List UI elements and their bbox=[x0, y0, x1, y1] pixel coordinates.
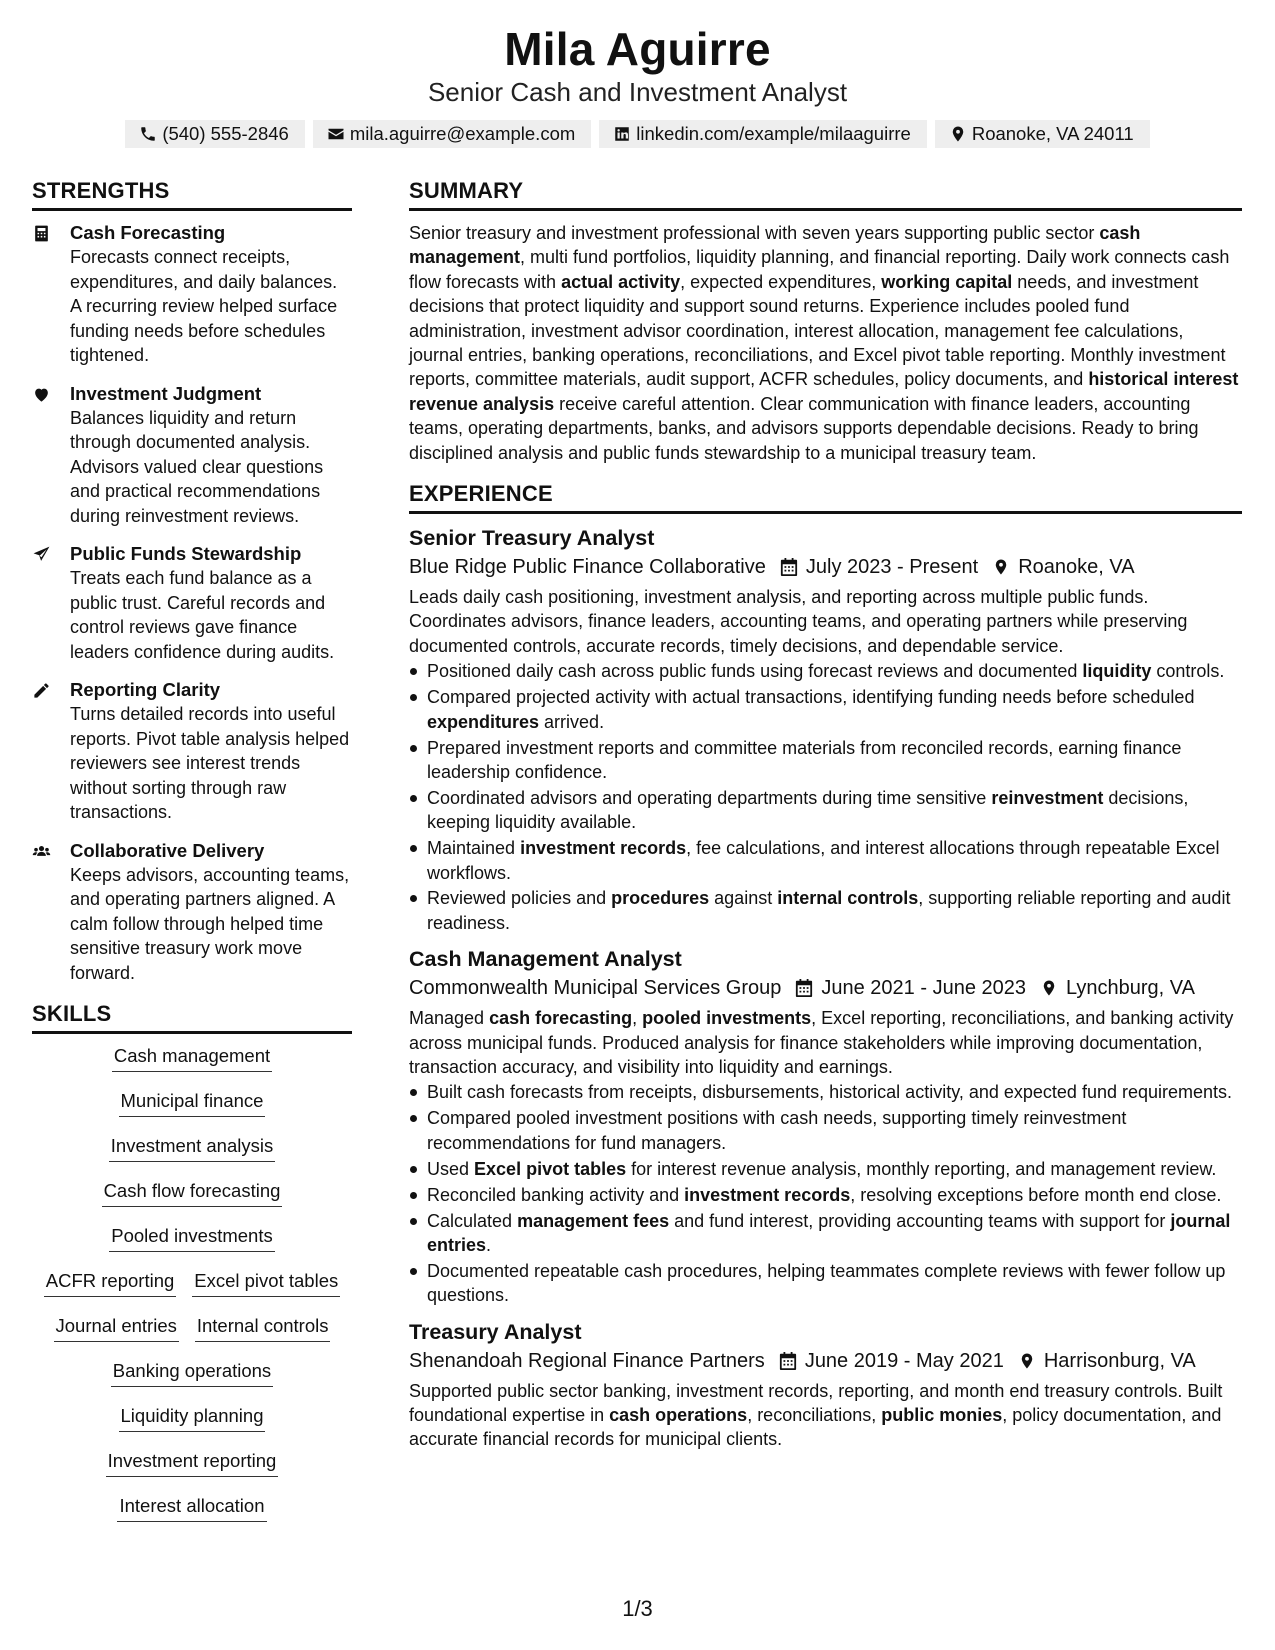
strength-title: Reporting Clarity bbox=[70, 679, 221, 700]
text-run: decisions, keeping liquidity available. bbox=[427, 787, 1189, 833]
bullet-item bbox=[409, 1259, 1242, 1308]
text-run: Documented repeatable cash procedures, helping teammates complete reviews with fewer follow up questions. bbox=[427, 1260, 1226, 1306]
bold-phrase: management fees bbox=[517, 1210, 670, 1231]
skill-tag: Investment analysis bbox=[109, 1134, 275, 1162]
bold-phrase: investment records bbox=[520, 838, 687, 859]
pencil-icon bbox=[32, 681, 51, 700]
text-run: needs, and investment decisions that protect liquidity and support sound returns. Experience includes pooled fund administration, investment advisor coordination, interest allocation, management fee calculations, journal entries, banking operations, reconciliations, and Excel pivot table reporting. Monthly investment reports, committee materials, audit support, ACFR schedules, policy documents, and bbox=[409, 271, 1226, 390]
job-title: Cash Management Analyst bbox=[409, 947, 682, 972]
bullet-item bbox=[409, 1209, 1242, 1258]
text-run: Positioned daily cash across public funds using forecast reviews and documented bbox=[427, 661, 1083, 682]
calendar-icon bbox=[780, 557, 798, 577]
skills-heading: SKILLS bbox=[32, 999, 352, 1034]
resume-header bbox=[0, 22, 1275, 148]
contact-location bbox=[935, 120, 1150, 148]
strength-item bbox=[32, 839, 352, 986]
skill-tag: Excel pivot tables bbox=[192, 1269, 340, 1297]
map-pin-icon bbox=[1018, 1351, 1036, 1371]
text-run: Maintained bbox=[427, 838, 521, 859]
bold-phrase: liquidity bbox=[1082, 661, 1152, 682]
skill-tag: Pooled investments bbox=[109, 1224, 274, 1252]
text-run: , bbox=[632, 1008, 643, 1029]
bullet-item bbox=[409, 736, 1242, 785]
strength-item bbox=[32, 221, 352, 368]
bold-phrase: reinvestment bbox=[991, 787, 1104, 808]
text-run: Reviewed policies and bbox=[427, 888, 612, 909]
job-location: Harrisonburg, VA bbox=[1043, 1349, 1196, 1372]
text-run: Supported public sector banking, investment records, reporting, and month end treasury controls. Built foundational expertise in bbox=[409, 1380, 1223, 1426]
bold-phrase: internal controls bbox=[777, 888, 919, 909]
skill-tag: Banking operations bbox=[111, 1359, 273, 1387]
text-run: Compared pooled investment positions with cash needs, supporting timely reinvestment recommendations for fund managers. bbox=[427, 1108, 1127, 1153]
job-location: Lynchburg, VA bbox=[1065, 977, 1195, 1000]
bullet-item bbox=[409, 1183, 1242, 1207]
page-indicator: 1/3 bbox=[622, 1596, 653, 1621]
contact-email[interactable] bbox=[313, 120, 591, 148]
text-run: Calculated bbox=[427, 1210, 518, 1231]
bullet-item bbox=[409, 685, 1242, 734]
calendar-icon bbox=[779, 1351, 797, 1371]
bold-phrase: investment records bbox=[684, 1184, 851, 1205]
map-pin-icon bbox=[1040, 978, 1058, 998]
text-run: , expected expenditures, bbox=[680, 271, 882, 292]
skill-tag: ACFR reporting bbox=[44, 1269, 177, 1297]
strength-item bbox=[32, 382, 352, 529]
skills-list bbox=[32, 1044, 352, 1539]
bold-phrase: journal entries bbox=[427, 1210, 1231, 1255]
job-company: Commonwealth Municipal Services Group bbox=[409, 977, 782, 1000]
candidate-title: Senior Cash and Investment Analyst bbox=[427, 77, 848, 107]
map-pin-icon bbox=[992, 557, 1010, 577]
text-run: Prepared investment reports and committee materials from reconciled records, earning finance leadership confidence. bbox=[427, 737, 1182, 782]
contact-linkedin[interactable] bbox=[599, 120, 927, 148]
text-run: Senior treasury and investment professional with seven years supporting public sector bbox=[409, 223, 1100, 243]
bullet-item bbox=[409, 1080, 1242, 1104]
text-run: receive careful attention. Clear communication with finance leaders, accounting teams, operating departments, banks, and advisors supports dependable decisions. Ready to bring disciplined analysis and public funds stewardship to a municipal treasury team. bbox=[409, 393, 1199, 463]
job-description bbox=[409, 585, 1242, 658]
text-run: , fee calculations, and interest allocations through repeatable Excel workflows. bbox=[427, 838, 1220, 883]
bullet-item bbox=[409, 659, 1242, 683]
text-run: Used bbox=[427, 1158, 475, 1179]
strength-item bbox=[32, 542, 352, 664]
strength-description: Keeps advisors, accounting teams, and operating partners aligned. A calm follow through helped time sensitive treasury work move forward. bbox=[70, 864, 350, 983]
contact-linkedin-text: linkedin.com/example/milaaguirre bbox=[636, 123, 911, 144]
users-icon bbox=[32, 842, 51, 861]
bold-phrase: procedures bbox=[611, 888, 710, 909]
text-run: , Excel reporting, reconciliations, and banking activity across municipal funds. Produced analysis for finance stakeholders while improving documentation, transaction accuracy, and visibility into liquidity and earnings. bbox=[409, 1008, 1234, 1078]
contact-location-text: Roanoke, VA 24011 bbox=[971, 123, 1134, 144]
text-run: , resolving exceptions before month end close. bbox=[850, 1184, 1222, 1205]
job-meta bbox=[409, 973, 1242, 1003]
strength-description: Balances liquidity and return through documented analysis. Advisors valued clear questions and practical recommendations during reinvestment reviews. bbox=[70, 407, 324, 526]
text-run: . bbox=[486, 1234, 492, 1255]
bold-phrase: pooled investments bbox=[642, 1008, 812, 1029]
experience-heading: EXPERIENCE bbox=[409, 479, 1242, 514]
summary-text bbox=[409, 221, 1242, 465]
right-column bbox=[409, 176, 1242, 1462]
left-column bbox=[32, 176, 352, 1539]
skill-tag: Liquidity planning bbox=[119, 1404, 266, 1432]
text-run: Leads daily cash positioning, investment analysis, and reporting across multiple public funds. Coordinates advisors, finance leaders, accounting teams, and operating partners while preserving documented controls, accurate records, timely decisions, and dependable service. bbox=[409, 587, 1188, 656]
job-bullets bbox=[409, 1080, 1242, 1307]
bold-phrase: public monies bbox=[881, 1405, 1003, 1426]
calculator-icon bbox=[32, 224, 51, 243]
linkedin-icon bbox=[613, 125, 631, 143]
job-title: Senior Treasury Analyst bbox=[409, 526, 655, 551]
job-meta bbox=[409, 552, 1242, 582]
bullet-item bbox=[409, 1157, 1242, 1181]
strength-title: Public Funds Stewardship bbox=[70, 543, 302, 564]
skill-tag: Internal controls bbox=[195, 1314, 331, 1342]
job-description bbox=[409, 1006, 1242, 1079]
job-entry bbox=[409, 524, 1242, 935]
strength-title: Cash Forecasting bbox=[70, 222, 226, 243]
heart-icon bbox=[32, 385, 51, 404]
job-entry bbox=[409, 1318, 1242, 1452]
contact-email-text: mila.aguirre@example.com bbox=[349, 123, 576, 144]
text-run: , supporting reliable reporting and audit readiness. bbox=[427, 888, 1231, 933]
job-description bbox=[409, 1379, 1242, 1452]
text-run: against bbox=[709, 888, 778, 909]
text-run: arrived. bbox=[539, 711, 605, 732]
summary-heading: SUMMARY bbox=[409, 176, 1242, 211]
strength-description: Forecasts connect receipts, expenditures, and daily balances. A recurring review helped surface funding needs before schedules tightened. bbox=[70, 247, 338, 365]
strengths-heading: STRENGTHS bbox=[32, 176, 352, 211]
bold-phrase: working capital bbox=[881, 271, 1013, 292]
bold-phrase: cash forecasting bbox=[489, 1008, 633, 1029]
job-entry bbox=[409, 945, 1242, 1307]
job-location: Roanoke, VA bbox=[1018, 556, 1135, 579]
skill-tag: Investment reporting bbox=[106, 1449, 279, 1477]
strength-title: Investment Judgment bbox=[70, 382, 262, 404]
calendar-icon bbox=[795, 978, 813, 998]
job-dates: June 2021 - June 2023 bbox=[821, 977, 1026, 1000]
job-dates: June 2019 - May 2021 bbox=[804, 1349, 1004, 1372]
map-pin-icon bbox=[949, 125, 967, 143]
text-run: Coordinated advisors and operating departments during time sensitive bbox=[427, 787, 992, 808]
strength-description: Treats each fund balance as a public trust. Careful records and control reviews gave finance leaders confidence during audits. bbox=[70, 568, 335, 662]
text-run: , multi fund portfolios, liquidity planning, and financial reporting. Daily work connects cash flow forecasts with bbox=[409, 247, 1230, 292]
bullet-item bbox=[409, 836, 1242, 885]
envelope-icon bbox=[327, 125, 345, 143]
text-run: , reconciliations, bbox=[747, 1405, 882, 1426]
text-run: for interest revenue analysis, monthly reporting, and management review. bbox=[626, 1158, 1217, 1179]
text-run: controls. bbox=[1151, 661, 1225, 682]
bold-phrase: cash operations bbox=[609, 1405, 748, 1426]
bullet-item bbox=[409, 886, 1242, 935]
bold-phrase: Excel pivot tables bbox=[474, 1158, 627, 1179]
job-dates: July 2023 - Present bbox=[805, 556, 979, 579]
text-run: Reconciled banking activity and bbox=[427, 1184, 685, 1205]
skill-tag: Cash management bbox=[112, 1044, 272, 1072]
skill-tag: Interest allocation bbox=[117, 1494, 266, 1522]
text-run: and fund interest, providing accounting teams with support for bbox=[669, 1210, 1171, 1231]
contact-bar bbox=[0, 120, 1275, 148]
text-run: Built cash forecasts from receipts, disbursements, historical activity, and expected fund requirements. bbox=[427, 1082, 1233, 1103]
strength-description: Turns detailed records into useful reports. Pivot table analysis helped reviewers see interest trends without sorting through raw transactions. bbox=[70, 704, 350, 822]
contact-phone-text: (540) 555-2846 bbox=[162, 123, 289, 144]
strength-item bbox=[32, 678, 352, 825]
job-title: Treasury Analyst bbox=[409, 1319, 582, 1344]
skill-tag: Journal entries bbox=[54, 1314, 179, 1342]
job-meta bbox=[409, 1346, 1242, 1376]
job-company: Blue Ridge Public Finance Collaborative bbox=[409, 556, 766, 579]
bold-phrase: cash management bbox=[409, 223, 1141, 268]
candidate-name: Mila Aguirre bbox=[504, 23, 771, 75]
job-company: Shenandoah Regional Finance Partners bbox=[409, 1349, 765, 1372]
bullet-item bbox=[409, 1106, 1242, 1155]
contact-phone[interactable] bbox=[125, 120, 305, 148]
bullet-item bbox=[409, 786, 1242, 835]
bold-phrase: expenditures bbox=[427, 711, 540, 732]
skill-tag: Municipal finance bbox=[119, 1089, 266, 1117]
phone-icon bbox=[139, 125, 157, 143]
text-run: Compared projected activity with actual transactions, identifying funding needs before scheduled bbox=[427, 687, 1195, 708]
text-run: Managed bbox=[409, 1008, 490, 1029]
bold-phrase: actual activity bbox=[561, 271, 681, 292]
job-bullets bbox=[409, 659, 1242, 935]
bold-phrase: historical interest revenue analysis bbox=[409, 369, 1239, 414]
paper-plane-icon bbox=[32, 545, 51, 564]
text-run: , policy documentation, and accurate financial records for municipal clients. bbox=[409, 1405, 1222, 1450]
skill-tag: Cash flow forecasting bbox=[102, 1179, 283, 1207]
strength-title: Collaborative Delivery bbox=[70, 839, 265, 861]
